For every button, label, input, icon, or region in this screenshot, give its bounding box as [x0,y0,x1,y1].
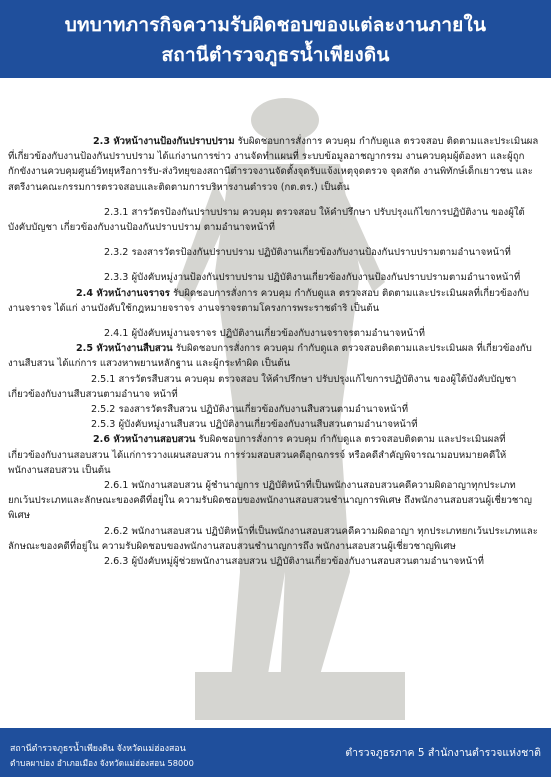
section-heading: 2.4 หัวหน้างานจราจร [76,287,170,299]
section-2-5 [8,341,541,371]
section-2-5-1: 2.5.1 สารวัตรสืบสวน ควบคุม ตรวจสอบ ให้คำปรึกษา ปรับปรุงแก้ไขการปฏิบัติงาน ของผู้ใต้บังคับบัญชา เกี่ยวข้องกับงานสืบสวนตามอำนาจ หน้าที่ [8,373,517,400]
section-2-6-3: 2.6.3 ผู้บังคับหมู่ผู้ช่วยพนักงานสอบสวน ปฏิบัติงานเกี่ยวข้องกับงานสอบสวนตามอำนาจหน้าที่ [104,556,484,568]
footer-address-line2: ตำบลผาบ่อง อำเภอเมือง จังหวัดแม่ฮ่องสอน 58000 [10,758,194,768]
section-heading: 2.6 หัวหน้างานสอบสวน [93,434,196,446]
section-2-5-2: 2.5.2 รองสารวัตรสืบสวน ปฏิบัติงานเกี่ยวข้องกับงานสืบสวนตามอำนาจหน้าที่ [91,404,409,416]
section-text: รับผิดชอบการสั่งการ ควบคุม กำกับดูแล ตรวจสอบติดตาม และประเมินผลที่เกี่ยวข้องกับงานสอบสวน ได้แก่การวางแผนสอบสวน การร่วมสอบสวนคดีอุกฉกรรจ์ หรือคดีสำคัญพิจารณามอบหมายคดีให้พนักงานสอบสวน เป็นต้น [8,434,507,476]
section-text: รับผิดชอบการสั่งการ ควบคุม กำกับดูแล ตรวจสอบ ติดตามและประเมินผลที่เกี่ยวข้องกับงานจราจร ได้แก่ งานบังคับใช้กฎหมายจราจร งานจราจรตามโครงการพระราชดำริ เป็นต้น [8,287,529,314]
section-2-6 [8,432,541,478]
footer-address-line1: สถานีตำรวจภูธรน้ำเพียงดิน จังหวัดแม่ฮ่องสอน [10,744,186,754]
section-heading: 2.3 หัวหน้างานป้องกันปราบปราม [93,136,235,147]
section-2-6-1: 2.6.1 พนักงานสอบสวน ผู้ชำนาญการ ปฏิบัติหน้าที่เป็นพนักงานสอบสวนคดีความผิดอาญาทุกประเภทยกเว้นประเภทและลักษณะของคดีที่อยู่ใน ความรับผิดชอบของพนักงานสอบสวนชำนาญการพิเศษ ถึงพนักงานสอบสวนผู้เชี่ยวชาญพิเศษ [8,480,532,522]
footer-agency: ตำรวจภูธรภาค 5 สำนักงานตำรวจแห่งชาติ [345,747,541,759]
section-text: รับผิดชอบการสั่งการ ควบคุม กำกับดูแล ตรวจสอบติดตามและประเมินผล ที่เกี่ยวข้องกับงานสืบสวน ได้แก่การ แสวงหาพยานหลักฐาน และผู้กระทำผิด เป็นต้น [8,343,532,370]
section-2-6-2: 2.6.2 พนักงานสอบสวน ปฏิบัติหน้าที่เป็นพนักงานสอบสวนคดีความผิดอาญา ทุกประเภทยกเว้นประเภทและลักษณะของคดีที่อยู่ใน ความรับผิดชอบของพนักงานสอบสวนชำนาญการถึง พนักงานสอบสวนผู้เชี่ยวชาญพิเศษ [8,525,538,552]
page-header [0,0,551,78]
section-2-4 [8,286,541,316]
document-body [8,134,541,569]
section-heading: 2.5 หัวหน้างานสืบสวน [76,343,173,355]
page-title-line2: สถานีตำรวจภูธรน้ำเพียงดิน [161,44,390,66]
section-text: รับผิดชอบการสั่งการ ควบคุม กำกับดูแล ตรวจสอบ ติดตามและประเมินผลที่เกี่ยวข้องกับงานป้องกันปราบปราม ได้แก่งานการข่าว งานจัดทำแผนที่ ระบบข้อมูลอาชญากรรม งานควบคุมผู้ต้องหา และผู้ถูกกักขังงานควบคุมศูนย์วิทยุหรือการรับ-ส่งวิทยุของสถานีตำรวจงานจัดตั้งจุดรับแจ้งเหตุจุดตรวจ จุดสกัด งานพิทักษ์เด็กเยาวชน และสตรีงานคณะกรรมการตรวจสอบและติดตามการบริหารงานตำรวจ (กต.ตร.) เป็นต้น [8,136,539,193]
section-2-3-1: 2.3.1 สารวัตรป้องกันปราบปราม ควบคุม ตรวจสอบ ให้คำปรึกษา ปรับปรุงแก้ไขการปฏิบัติงาน ของผู้ใต้บังคับบัญชา เกี่ยวข้องกับงานป้องกันปราบปราม ตามอำนาจหน้าที่ [8,206,525,234]
section-2-3-3: 2.3.3 ผู้บังคับหมู่งานป้องกันปราบปราม ปฏิบัติงานเกี่ยวข้องกับงานป้องกันปราบปรามตามอำนาจหน้าที่ [104,272,521,284]
page-title-line1: บทบาทภารกิจความรับผิดชอบของแต่ละงานภายใน [64,14,487,36]
content-panel [0,92,551,720]
section-2-3-2: 2.3.2 รองสารวัตรป้องกันปราบปราม ปฏิบัติงานเกี่ยวข้องกับงานป้องกันปราบปรามตามอำนาจหน้าที่ [104,247,511,259]
section-2-5-3: 2.5.3 ผู้บังคับหมู่งานสืบสวน ปฏิบัติงานเกี่ยวข้องกับงานสืบสวนตามอำนาจหน้าที่ [91,419,418,431]
section-2-3 [8,134,541,195]
section-2-4-1: 2.4.1 ผู้บังคับหมู่งานจราจร ปฏิบัติงานเกี่ยวข้องกับงานจราจรตามอำนาจหน้าที่ [104,328,425,340]
page-footer [0,728,551,777]
